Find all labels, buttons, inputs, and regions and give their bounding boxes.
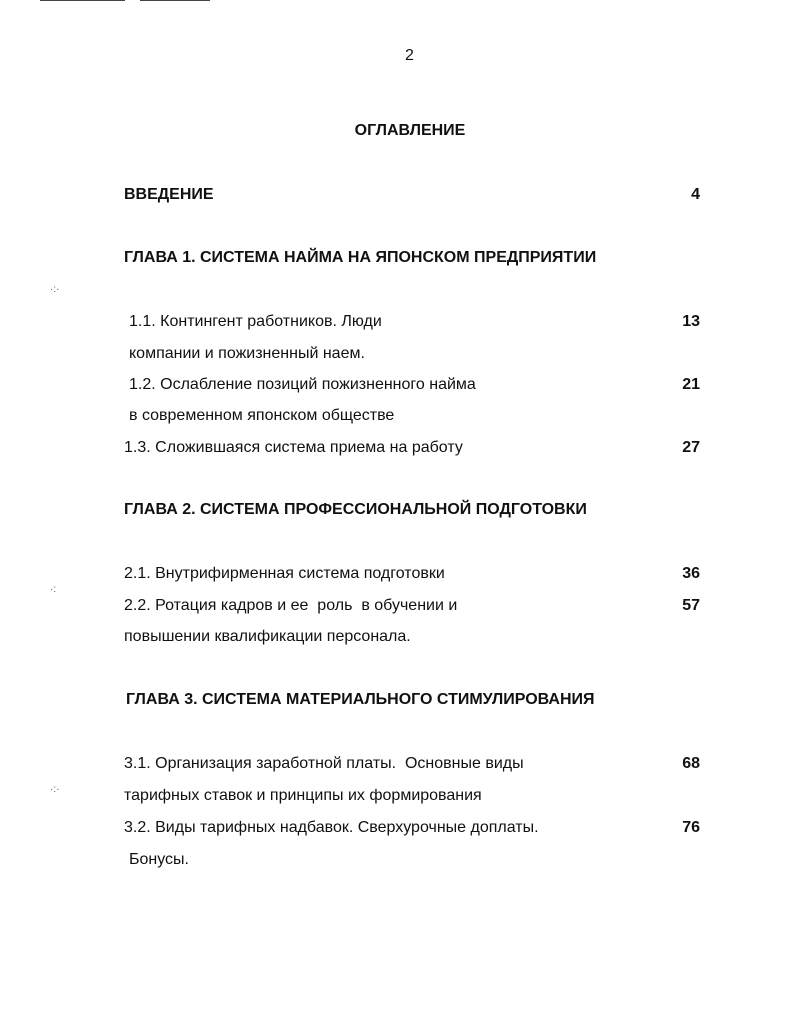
toc-entry-line: 2.2. Ротация кадров и ее роль в обучении и: [124, 597, 458, 614]
toc-title: ОГЛАВЛЕНИЕ: [354, 122, 466, 139]
chapter-heading: ГЛАВА 1. СИСТЕМА НАЙМА НА ЯПОНСКОМ ПРЕДПРИЯТИИ: [124, 249, 597, 266]
scan-artifact-line: [40, 0, 125, 1]
toc-entry-page: 68: [682, 755, 700, 772]
chapter-heading: ГЛАВА 3. СИСТЕМА МАТЕРИАЛЬНОГО СТИМУЛИРОВАНИЯ: [126, 691, 595, 708]
toc-intro-label: ВВЕДЕНИЕ: [124, 186, 214, 203]
toc-entry-page: 36: [682, 565, 700, 582]
toc-entry-line: повышении квалификации персонала.: [124, 628, 411, 645]
toc-entry-line: 1.1. Контингент работников. Люди: [129, 313, 382, 330]
scan-artifact-line: [140, 0, 210, 1]
toc-entry-line: 1.3. Сложившаяся система приема на работу: [124, 439, 463, 456]
toc-entry-line: Бонусы.: [129, 851, 189, 868]
toc-entry-line: компании и пожизненный наем.: [129, 345, 365, 362]
toc-entry-page: 13: [682, 313, 700, 330]
toc-entry-line: 2.1. Внутрифирменная система подготовки: [124, 565, 445, 582]
toc-intro-page: 4: [691, 186, 700, 203]
toc-entry-page: 57: [682, 597, 700, 614]
toc-entry-line: 1.2. Ослабление позиций пожизненного найма: [129, 376, 476, 393]
scan-speck: ·:·: [50, 284, 60, 295]
page-number: 2: [405, 47, 414, 64]
toc-entry-line: в современном японском обществе: [129, 407, 395, 424]
toc-entry-page: 76: [682, 819, 700, 836]
toc-entry-page: 27: [682, 439, 700, 456]
chapter-heading: ГЛАВА 2. СИСТЕМА ПРОФЕССИОНАЛЬНОЙ ПОДГОТОВКИ: [124, 501, 587, 518]
scan-speck: ·:·: [50, 784, 60, 795]
toc-entry-line: тарифных ставок и принципы их формирования: [124, 787, 482, 804]
toc-entry-line: 3.2. Виды тарифных надбавок. Сверхурочные доплаты.: [124, 819, 539, 836]
toc-entry-line: 3.1. Организация заработной платы. Основные виды: [124, 755, 524, 772]
toc-entry-page: 21: [682, 376, 700, 393]
scan-speck: ·:: [50, 584, 57, 595]
